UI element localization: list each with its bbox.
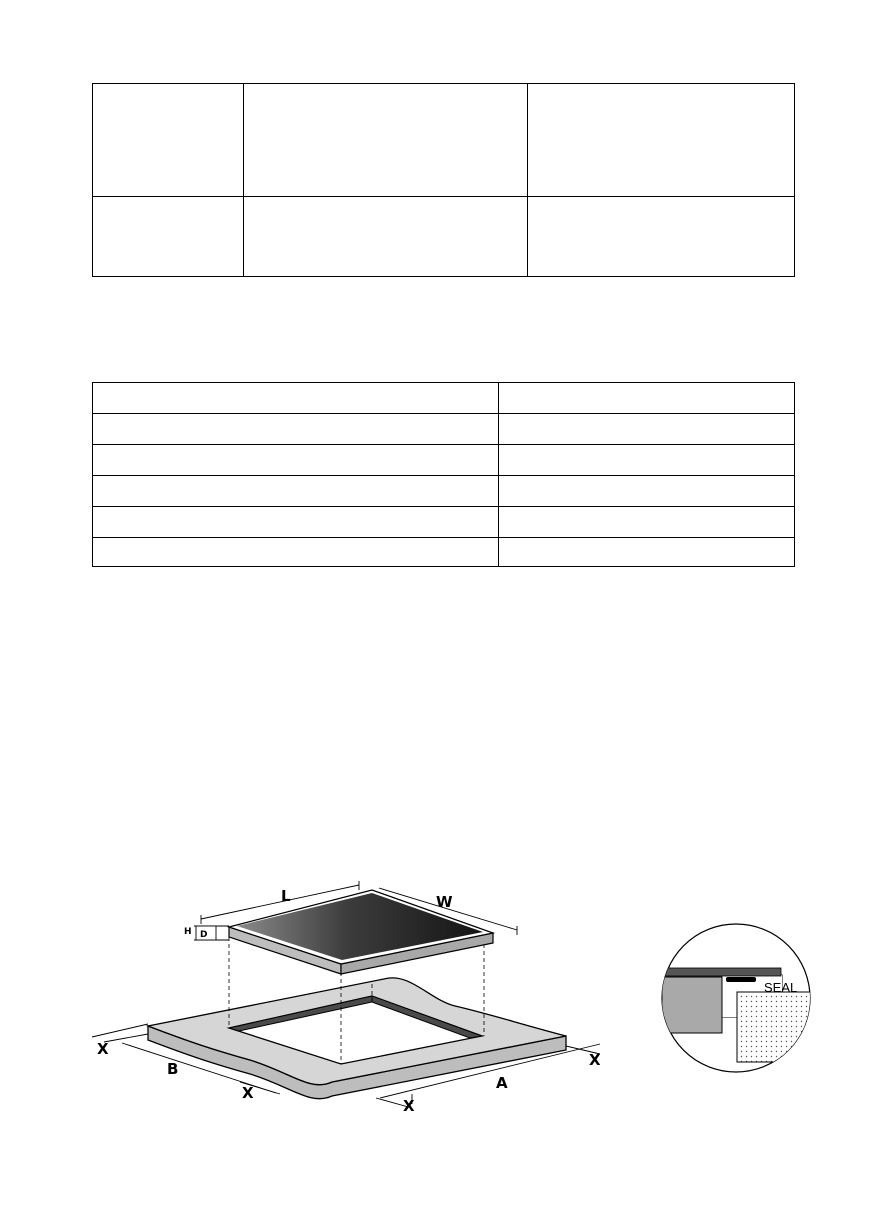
label-clearance: X bbox=[589, 1051, 601, 1069]
label-height: H bbox=[184, 927, 192, 937]
label-length: L bbox=[281, 887, 291, 905]
label-depth: D bbox=[200, 930, 208, 940]
label-clearance: X bbox=[242, 1084, 254, 1102]
seal-detail bbox=[662, 924, 817, 1072]
label-clearance: X bbox=[403, 1097, 415, 1115]
label-cutout-b: B bbox=[167, 1060, 179, 1078]
label-cutout-a: A bbox=[496, 1074, 508, 1092]
label-clearance: X bbox=[97, 1040, 109, 1058]
seal-label: SEAL bbox=[764, 980, 798, 995]
hob-glass-top bbox=[229, 890, 493, 974]
label-width: W bbox=[436, 893, 453, 911]
